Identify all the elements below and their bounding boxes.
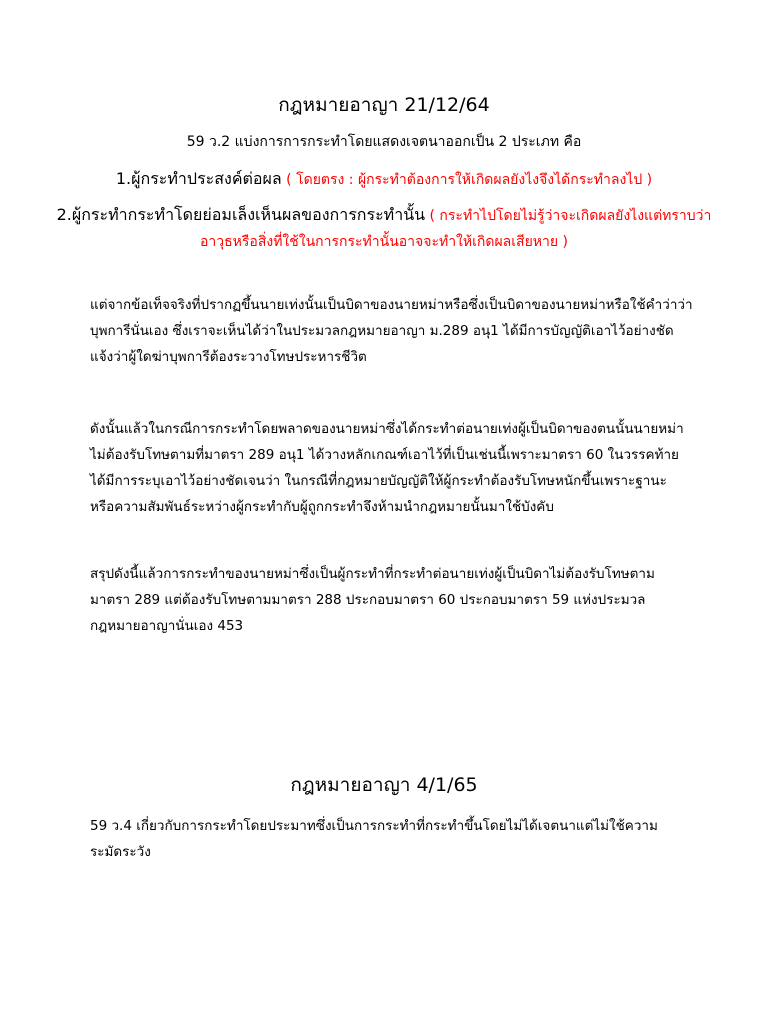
- item2-main: 2.ผู้กระทำกระทำโดยย่อมเล็งเห็นผลของการกระทำนั้น: [56, 205, 426, 224]
- paragraph-line: บุพการีนั่นเอง ซึ่งเราจะเห็นได้ว่าในประมวลกฎหมายอาญา ม.289 อนุ1 ได้มีการบัญญัติเอาไว้อย่างชัด: [90, 323, 674, 339]
- section1-item2: [0, 204, 768, 227]
- item2-note-line2: อาวุธหรือสิ่งที่ใช้ในการกระทำนั้นอาจจะทำให้เกิดผลเสียหาย ): [199, 234, 568, 250]
- item2-note-line1: ( กระทำไปโดยไม่รู้ว่าจะเกิดผลยังไงแต่ทราบว่า: [429, 208, 712, 224]
- paragraph-line: 59 ว.4 เกี่ยวกับการกระทำโดยประมาทซึ่งเป็นการกระทำที่กระทำขึ้นโดยไม่ได้เจตนาแต่ไม่ใช้ความ: [90, 818, 658, 834]
- paragraph-line: กฎหมายอาญานั่นเอง 453: [90, 618, 244, 634]
- paragraph-line: แต่จากข้อเท็จจริงที่ปรากฏขึ้นนายเท่งนั้นเป็นบิดาของนายหม่าหรือซึ่งเป็นบิดาของนายหม่าหรือใช้คำว่าว่า: [90, 297, 693, 313]
- section1-paragraph-3: [90, 561, 690, 639]
- item1-main: 1.ผู้กระทำประสงค์ต่อผล: [115, 169, 282, 188]
- paragraph-line: ดังนั้นแล้วในกรณีการกระทำโดยพลาดของนายหม่าซึ่งได้กระทำต่อนายเท่งผู้เป็นบิดาของตนนั้นนายหม่า: [90, 421, 684, 437]
- section1-paragraph-2: [90, 416, 690, 520]
- paragraph-line: ได้มีการระบุเอาไว้อย่างชัดเจนว่า ในกรณีที่กฎหมายบัญญัติให้ผู้กระทำต้องรับโทษหนักขึ้นเพราะฐานะ: [90, 473, 667, 489]
- paragraph-line: ระมัดระวัง: [90, 844, 151, 860]
- paragraph-line: มาตรา 289 แต่ต้องรับโทษตามมาตรา 288 ประกอบมาตรา 60 ประกอบมาตรา 59 แห่งประมวล: [90, 592, 646, 608]
- section1-intro: 59 ว.2 แบ่งการการกระทำโดยแสดงเจตนาออกเป็น 2 ประเภท คือ: [186, 134, 582, 150]
- paragraph-line: สรุปดังนี้แล้วการกระทำของนายหม่าซึ่งเป็นผู้กระทำที่กระทำต่อนายเท่งผู้เป็นบิดาไม่ต้องรับโทษตาม: [90, 566, 655, 582]
- section1-paragraph-1: [90, 292, 693, 370]
- item1-note: ( โดยตรง : ผู้กระทำต้องการให้เกิดผลยังไงจึงได้กระทำลงไป ): [286, 172, 653, 188]
- paragraph-line: ไม่ต้องรับโทษตามที่มาตรา 289 อนุ1 ได้วางหลักเกณฑ์เอาไว้ที่เป็นเช่นนี้เพราะมาตรา 60 ในวรรคท้าย: [90, 447, 679, 463]
- section2-paragraph-1: [90, 813, 690, 865]
- section2-title: กฎหมายอาญา 4/1/65: [290, 774, 478, 796]
- paragraph-line: แจ้งว่าผู้ใดฆ่าบุพการีต้องระวางโทษประหารชีวิต: [90, 349, 367, 365]
- paragraph-line: หรือความสัมพันธ์ระหว่างผู้กระทำกับผู้ถูกกระทำจึงห้ามนำกฎหมายนั้นมาใช้บังคับ: [90, 499, 554, 515]
- section1-item1: [0, 168, 768, 191]
- section1-title: กฎหมายอาญา 21/12/64: [278, 94, 490, 116]
